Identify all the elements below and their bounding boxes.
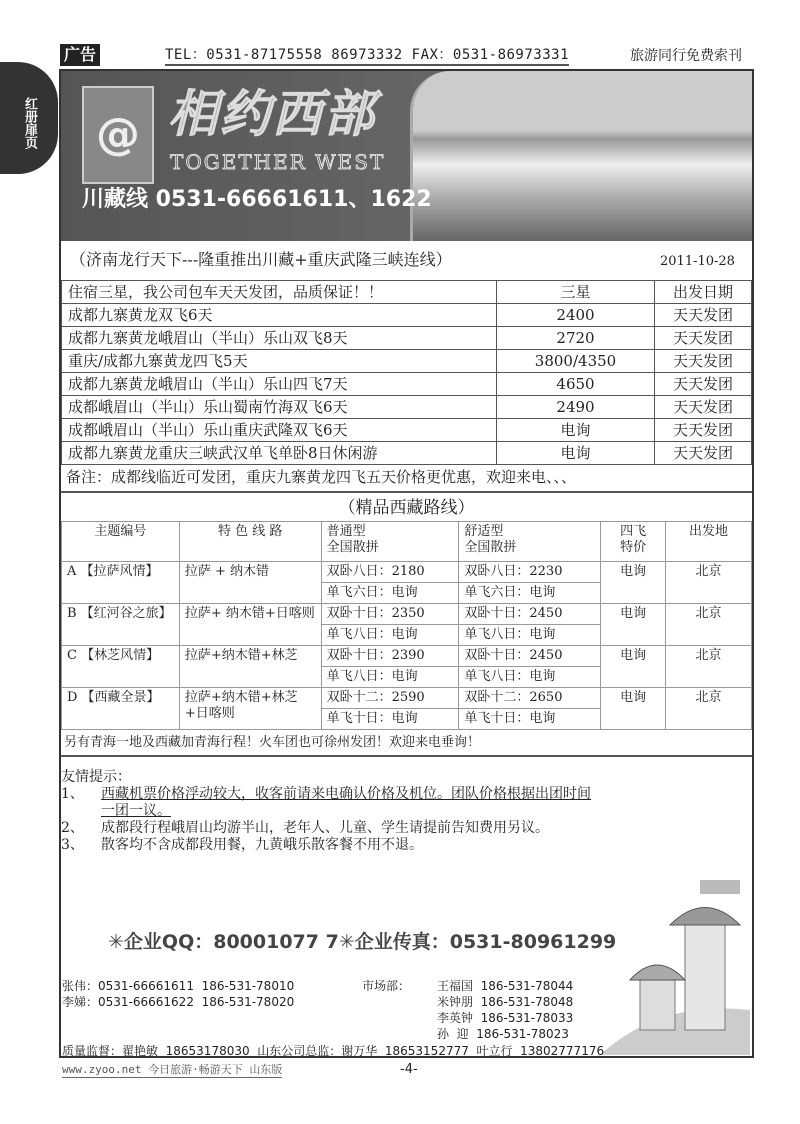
comfort-price: 单飞六日：电询 — [459, 583, 601, 604]
table-row — [62, 646, 752, 667]
standard-price: 单飞六日：电询 — [321, 583, 459, 604]
table-cell: 重庆/成都九寨黄龙四飞5天 — [62, 350, 497, 373]
route-cell: 拉萨+ 纳木错+日喀则 — [179, 604, 321, 646]
table-cell: 2400 — [497, 304, 655, 327]
hotline: 川藏线 0531-66661611、1622 — [82, 187, 432, 212]
contact-cell: 孙 迎 186-531-78023 — [437, 1027, 569, 1041]
route-cell: 拉萨+纳木错+林芝+日喀则 — [179, 688, 321, 730]
table-cell: 出发日期 — [655, 281, 752, 304]
promo-table — [61, 280, 752, 465]
logo-icon: @ — [82, 86, 154, 184]
table-cell: 天天发团 — [655, 373, 752, 396]
table-cell: 4650 — [497, 373, 655, 396]
contact-cell — [62, 1010, 362, 1026]
table-row — [62, 688, 752, 709]
tips-title: 友情提示： — [61, 769, 131, 785]
tip-number: 1、 — [61, 786, 84, 802]
free-index-note: 旅游同行免费索刊 — [630, 48, 742, 64]
potala-palace-photo — [410, 71, 752, 241]
table-row — [62, 419, 752, 442]
theme-cell: B 【红河谷之旅】 — [62, 604, 180, 646]
standard-price: 单飞十日：电询 — [321, 709, 459, 730]
tip-number: 2、 — [61, 820, 84, 836]
tel-fax: TEL：0531-87175558 86973332 FAX：0531-86973331 — [165, 44, 569, 66]
route-cell: 拉萨 + 纳木错 — [179, 562, 321, 604]
table-cell: 成都九寨黄龙峨眉山（半山）乐山四飞7天 — [62, 373, 497, 396]
standard-price: 双卧十日：2350 — [321, 604, 459, 625]
ad-tag: 广告 — [60, 44, 100, 66]
comfort-price: 双卧八日：2230 — [459, 562, 601, 583]
table-row — [62, 442, 752, 465]
comfort-price: 双卧十日：2450 — [459, 604, 601, 625]
contact-cell — [362, 994, 437, 1010]
contact-row — [62, 1026, 573, 1042]
contact-row — [62, 994, 573, 1010]
table-cell: 住宿三星，我公司包车天天发团，品质保证！！ — [62, 281, 497, 304]
table-cell: 电询 — [497, 442, 655, 465]
comfort-price: 单飞十日：电询 — [459, 709, 601, 730]
standard-price: 单飞八日：电询 — [321, 625, 459, 646]
company-qq-fax: ✳企业QQ：80001077 7✳企业传真：0531-80961299 — [108, 931, 617, 953]
departure-city: 北京 — [666, 604, 752, 646]
divider — [61, 755, 752, 757]
column-header: 出发地 — [666, 522, 752, 562]
table-cell: 天天发团 — [655, 327, 752, 350]
table-row — [62, 281, 752, 304]
column-header: 普通型 全国散拼 — [321, 522, 459, 562]
page-number: -4- — [400, 1062, 418, 1077]
table-row — [62, 562, 752, 583]
table-cell: 天天发团 — [655, 442, 752, 465]
contact-row — [62, 1010, 573, 1026]
column-header: 特 色 线 路 — [179, 522, 321, 562]
standard-price: 双卧十二：2590 — [321, 688, 459, 709]
special-price: 电询 — [601, 604, 666, 646]
table-cell: 成都九寨黄龙双飞6天 — [62, 304, 497, 327]
table-cell: 电询 — [497, 419, 655, 442]
table-row — [62, 304, 752, 327]
side-tab: 红册扉页 — [0, 62, 58, 174]
tibet-title: （精品西藏路线） — [338, 498, 475, 518]
table-row — [62, 350, 752, 373]
contact-cell: 张伟：0531-66661611 186-531-78010 — [62, 979, 295, 993]
contact-cell: 市场部： — [362, 979, 411, 993]
table-cell: 天天发团 — [655, 419, 752, 442]
tips — [61, 769, 752, 854]
brand-name: 相约西部 — [168, 85, 376, 143]
table-cell: 2490 — [497, 396, 655, 419]
column-header: 四飞 特价 — [601, 522, 666, 562]
departure-city: 北京 — [666, 562, 752, 604]
special-price: 电询 — [601, 646, 666, 688]
promo-remark: 备注：成都线临近可发团，重庆九寨黄龙四飞五天价格更优惠，欢迎来电、、、 — [66, 468, 577, 486]
quality-supervision: 质量监督：翟艳敏 18653178030 山东公司总监：谢万华 18653152777 叶立行 13802777176 — [62, 1044, 605, 1058]
contact-cell — [362, 1026, 437, 1042]
table-row — [62, 604, 752, 625]
comfort-price: 双卧十日：2450 — [459, 646, 601, 667]
table-cell: 成都九寨黄龙峨眉山（半山）乐山双飞8天 — [62, 327, 497, 350]
main-content — [61, 280, 752, 854]
standard-price: 双卧八日：2180 — [321, 562, 459, 583]
table-cell: 天天发团 — [655, 396, 752, 419]
theme-cell: A 【拉萨风情】 — [62, 562, 180, 604]
comfort-price: 单飞八日：电询 — [459, 625, 601, 646]
special-price: 电询 — [601, 688, 666, 730]
tip-number: 3、 — [61, 837, 84, 853]
column-header: 主题编号 — [62, 522, 180, 562]
pagoda-illustration — [600, 880, 750, 1055]
table-cell: 成都九寨黄龙重庆三峡武汉单飞单卧8日休闲游 — [62, 442, 497, 465]
departure-city: 北京 — [666, 688, 752, 730]
promo-headline: （济南龙行天下---隆重推出川藏+重庆武隆三峡连线） — [70, 250, 452, 269]
site-footer: www.zyoo.net 今日旅游·畅游天下 山东版 — [62, 1063, 283, 1076]
theme-cell: D 【西藏全景】 — [62, 688, 180, 730]
contact-cell: 王福国 186-531-78044 — [437, 979, 574, 993]
table-cell: 天天发团 — [655, 304, 752, 327]
table-row — [62, 327, 752, 350]
tip-item — [61, 820, 752, 837]
table-header-row — [62, 522, 752, 562]
contact-list — [62, 978, 573, 1042]
tip-item — [61, 837, 752, 854]
theme-cell: C 【林芝风情】 — [62, 646, 180, 688]
table-cell: 成都峨眉山（半山）乐山重庆武隆双飞6天 — [62, 419, 497, 442]
table-cell: 成都峨眉山（半山）乐山蜀南竹海双飞6天 — [62, 396, 497, 419]
tibet-note: 另有青海一地及西藏加青海行程！火车团也可徐州发团！欢迎来电垂询！ — [64, 735, 481, 750]
route-cell: 拉萨+纳木错+林芝 — [179, 646, 321, 688]
table-row — [62, 373, 752, 396]
brand-name-en: TOGETHER WEST — [170, 150, 386, 174]
comfort-price: 单飞八日：电询 — [459, 667, 601, 688]
tip-text: 散客均不含成都段用餐，九黄峨乐散客餐不用不退。 — [101, 837, 423, 853]
tip-item — [61, 786, 752, 820]
tip-text: 成都段行程峨眉山均游半山，老年人、儿童、学生请提前告知费用另议。 — [101, 820, 549, 836]
contact-cell: 米钟朋 186-531-78048 — [437, 995, 574, 1009]
contact-cell — [62, 1026, 362, 1042]
standard-price: 单飞八日：电询 — [321, 667, 459, 688]
table-cell: 天天发团 — [655, 350, 752, 373]
promo-date: 2011-10-28 — [660, 254, 735, 269]
contact-cell: 李英钟 186-531-78033 — [437, 1011, 574, 1025]
special-price: 电询 — [601, 562, 666, 604]
comfort-price: 双卧十二：2650 — [459, 688, 601, 709]
tip-text: 西藏机票价格浮动较大，收客前请来电确认价格及机位。团队价格根据出团时间一团一议。 — [101, 786, 591, 819]
standard-price: 双卧十日：2390 — [321, 646, 459, 667]
column-header: 舒适型 全国散拼 — [459, 522, 601, 562]
tibet-table — [61, 521, 752, 730]
table-row — [62, 396, 752, 419]
departure-city: 北京 — [666, 646, 752, 688]
contact-row — [62, 978, 573, 994]
table-cell: 三星 — [497, 281, 655, 304]
contact-cell: 李娣：0531-66661622 186-531-78020 — [62, 995, 295, 1009]
contact-cell — [362, 1010, 437, 1026]
table-cell: 2720 — [497, 327, 655, 350]
table-cell: 3800/4350 — [497, 350, 655, 373]
